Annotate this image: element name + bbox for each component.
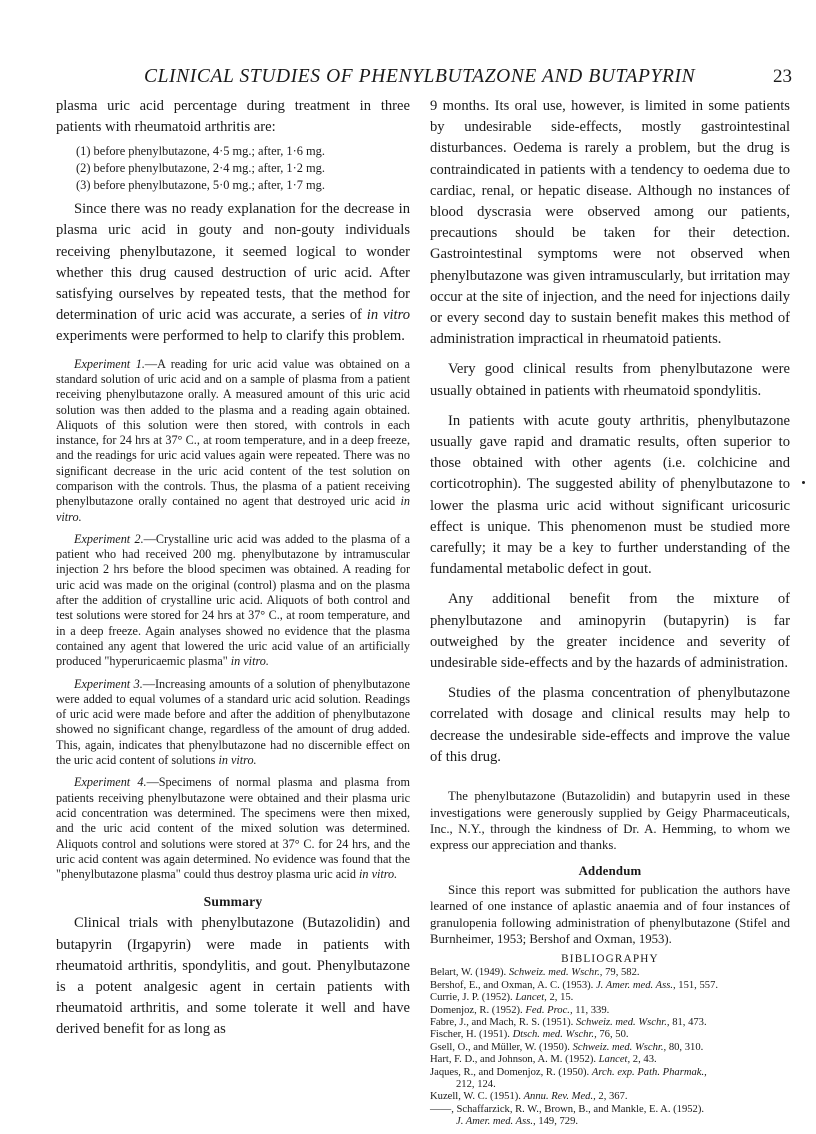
bib-ref: 76, 50. [599,1029,629,1041]
summary-paragraph: Clinical trials with phenylbutazone (Butazolidin) and butapyrin (Irgapyrin) were made in patients with rheumatoid arthritis, spondylitis, and gout. Phenylbutazone is a potent analgesic agent in certain patients with rheumatoid arthritis, and some tolerate it well and have derived benefit for as long as [56,915,410,1038]
bib-line [430,1091,628,1102]
list-item: (2) before phenylbutazone, 2·4 mg.; after, 1·2 mg. [76,161,325,175]
bib-continuation [430,1079,790,1091]
summary-heading: Summary [203,894,263,910]
bib-line [430,1054,657,1065]
list-item: (1) before phenylbutazone, 4·5 mg.; after, 1·6 mg. [76,144,325,159]
margin-mark [802,481,805,484]
bib-ref: 151, 557. [678,979,719,991]
uric-acid-list [56,143,410,193]
experiment-3 [56,677,410,769]
right-column [430,96,790,1129]
continued-paragraph: 9 months. Its oral use, however, is limited in some patients by undesirable side-effects, mostly gastrointestinal disturbances. Oedema is rarely a problem, but the drug is contraindicated in patients with a tendency to oedema due to cardiac, renal, or hepatic disease. Although no instances of blood dyscrasia were observed among our patients, precautions should be taken for their detection. Gastrointestinal symptoms were not observed when phenylbutazone was given intramuscularly, but irritation may occur at the site of injection, and the need for injections daily or every second day to sustain benefit makes this method of administration impractical in rheumatoid patients. [430,98,790,348]
bib-line [430,1005,609,1016]
text-run: —Specimens of normal plasma and plasma from patients receiving phenylbutazone were obtained and their plasma uric acid concentration was determined. The specimens were then mixed, and the uric acid content of the mixed solution was determined. Aliquots control and solutions were stored at 37° C. for 24 hrs, and the uric acid content was again determined. No evidence was found that the "phenylbutazone plasma" could thus destroy plasma uric acid [56,775,410,882]
running-title: CLINICAL STUDIES OF PHENYLBUTAZONE AND BUTAPYRIN [144,66,696,87]
italic-run: in vitro. [230,654,269,669]
bibliography-entry [430,1067,790,1092]
bib-ref: 212, 124. [456,1079,496,1090]
conclusion-paragraph: Studies of the plasma concentration of phenylbutazone correlated with dosage and clinical results may help to decrease the undesirable side-effects and improve the value of this drug. [430,685,790,765]
experiment-1 [56,357,410,525]
acknowledgement: The phenylbutazone (Butazolidin) and butapyrin used in these investigations were generously supplied by Geigy Pharmaceuticals, Inc., N.Y., through the kindness of Dr. A. Hemming, to whom we express our appreciation and thanks. [430,789,790,853]
bibliography-entry [430,1017,790,1029]
experiment-title: Experiment 1. [74,356,145,371]
bib-author: ——, Schaffarzick, R. W., Brown, B., and Mankle, E. A. (1952). [430,1103,705,1115]
bibliography-entry [430,1005,790,1017]
bib-continuation [430,1116,790,1128]
text-run: —Increasing amounts of a solution of phenylbutazone were added to equal volumes of a standard uric acid solution. Readings of uric acid were made before and after the addition of phenylbutazone showed no significant change, regardless of the amount of drug added. This, again, indicates that phenylbutazone had no discernible effect on the uric acid content of solutions [56,676,410,768]
bib-author: Currie, J. P. (1952). [430,992,513,1004]
bib-journal: Fed. Proc., [525,1004,573,1016]
bibliography-entry [430,1042,790,1054]
butapyrin-paragraph: Any additional benefit from the mixture of phenylbutazone and aminopyrin (butapyrin) is far outweighed by the greater incidence and severity of undesirable side-effects and by the hazards of administration. [430,591,790,672]
italic-run: in vitro. [56,494,410,524]
bib-author: Belart, W. (1949). [430,967,507,979]
bib-journal: Lancet, [598,1054,631,1066]
bib-ref: 2, 15. [549,992,574,1004]
text-run: —Crystalline uric acid was added to the plasma of a patient who had received 200 mg. phenylbutazone by intramuscular injection 2 hrs before the blood specimen was obtained. A reading for uric acid was made on the original (control) plasma and on the plasma after the addition of crystalline uric acid. Aliquots of both control and test solutions were stored for 24 hrs at 37° C., at room temperature, and in a deep freeze. Again analyses showed no evidence that the plasma contained any agent that lowered the uric acid value of an artificially produced "hyperuricaemic plasma" [56,531,411,669]
spondylitis-paragraph: Very good clinical results from phenylbutazone were usually obtained in patients with rheumatoid spondylitis. [430,361,790,399]
bib-line [430,967,640,978]
bib-ref: 80, 310. [668,1041,704,1053]
experiment-title: Experiment 3. [74,676,143,691]
bib-ref: 81, 473. [672,1016,707,1028]
bib-author: Gsell, O., and Müller, W. (1950). [430,1041,570,1053]
bibliography-entry [430,967,790,979]
bibliography-entry [430,1104,790,1129]
bib-ref: 149, 729. [538,1116,579,1128]
gout-paragraph: In patients with acute gouty arthritis, phenylbutazone usually gave rapid and dramatic results, often superior to those obtained with other agents (i.e. colchicine and corticotrophin). The suggested ability of phenylbutazone to lower the plasma uric acid without significant uricosuric effect is unique. This phenomenon must be studied more carefully; it may be a key to further understanding of the fundamental metabolic defect in gout. [430,412,790,578]
text-run: —A reading for uric acid value was obtained on a standard solution of uric acid and on a sample of plasma from a patient receiving phenylbutazone orally. A measured amount of this uric acid solution was then added to the plasma and a reading again obtained. Aliquots of this solution were then stored, with controls in each instance, for 24 hrs at 37° C., at room temperature, and in a deep freeze, and the readings for uric acid values again were repeated. There was no significant decrease in the uric acid content of the test solution on comparison with the controls. Thus, the plasma of a patient receiving phenylbutazone orally contained no agent that destroyed uric acid [56,356,410,509]
bibliography-entry [430,1054,790,1066]
italic-run: in vitro [366,307,410,324]
bib-author: Jaques, R., and Domenjoz, R. (1950). [430,1066,590,1078]
page-header [56,66,796,96]
bibliography-entry [430,992,790,1004]
intro-paragraph: plasma uric acid percentage during treatment in three patients with rheumatoid arthritis are: [56,98,410,136]
bib-journal: Arch. exp. Path. Pharmak., [591,1066,707,1078]
text-run: Since there was no ready explanation for the decrease in plasma uric acid in gouty and non-gouty individuals receiving phenylbutazone, it seemed logical to wonder whether this drug caused destruction of uric acid. After satisfying ourselves by repeated tests, that the method for determination of uric acid was accurate, a series of [56,201,410,324]
bib-journal: Annu. Rev. Med., [523,1091,596,1103]
bib-author: Fabre, J., and Mach, R. S. (1951). [430,1016,574,1028]
bib-journal: Schweiz. med. Wschr., [575,1016,670,1028]
page-number: 23 [773,66,792,87]
bib-ref: 2, 367. [598,1091,628,1103]
bib-line [430,1067,707,1078]
since-paragraph [56,199,410,347]
experiment-title: Experiment 4. [74,775,147,790]
bib-author: Fischer, H. (1951). [430,1029,510,1041]
bib-line [430,1017,707,1028]
bib-journal: Dtsch. med. Wschr., [512,1029,597,1041]
bib-author: Kuzell, W. C. (1951). [430,1091,521,1103]
bib-journal: Schweiz. med. Wschr., [572,1041,667,1053]
bib-line [430,1042,703,1053]
bib-line [430,980,718,991]
addendum-heading: Addendum [578,863,642,878]
text-run: experiments were performed to help to clarify this problem. [56,328,405,345]
bib-ref: 79, 582. [605,967,640,979]
bib-author: Hart, F. D., and Johnson, A. M. (1952). [430,1054,596,1066]
bib-ref: 2, 43. [632,1054,657,1066]
bib-line [430,1104,704,1115]
experiment-2 [56,532,410,670]
bibliography-entry [430,980,790,992]
bib-journal: J. Amer. med. Ass., [456,1116,536,1128]
bib-author: Bershof, E., and Oxman, A. C. (1953). [430,979,594,991]
italic-run: in vitro. [359,867,398,882]
bib-journal: Schweiz. med. Wschr., [508,967,603,979]
bib-journal: J. Amer. med. Ass., [595,979,676,991]
bibliography-entry [430,1091,790,1103]
bib-line [430,1029,629,1040]
bib-ref: 11, 339. [575,1004,610,1016]
bib-line [430,992,573,1003]
addendum-paragraph: Since this report was submitted for publication the authors have learned of one instance of aplastic anaemia and of four instances of granulopenia following administration of phenylbutazone (Stifel and Burnheimer, 1953; Bershof and Oxman, 1953). [430,882,790,946]
left-column [56,96,410,1041]
list-item: (3) before phenylbutazone, 5·0 mg.; after, 1·7 mg. [76,177,325,192]
experiment-4 [56,775,410,882]
italic-run: in vitro. [218,753,257,768]
bibliography-entry [430,1029,790,1041]
bib-author: Domenjoz, R. (1952). [430,1004,523,1016]
bibliography-list [430,967,790,1128]
bibliography-heading: BIBLIOGRAPHY [561,953,659,966]
bib-journal: Lancet, [515,992,547,1004]
experiment-title: Experiment 2. [74,531,144,546]
